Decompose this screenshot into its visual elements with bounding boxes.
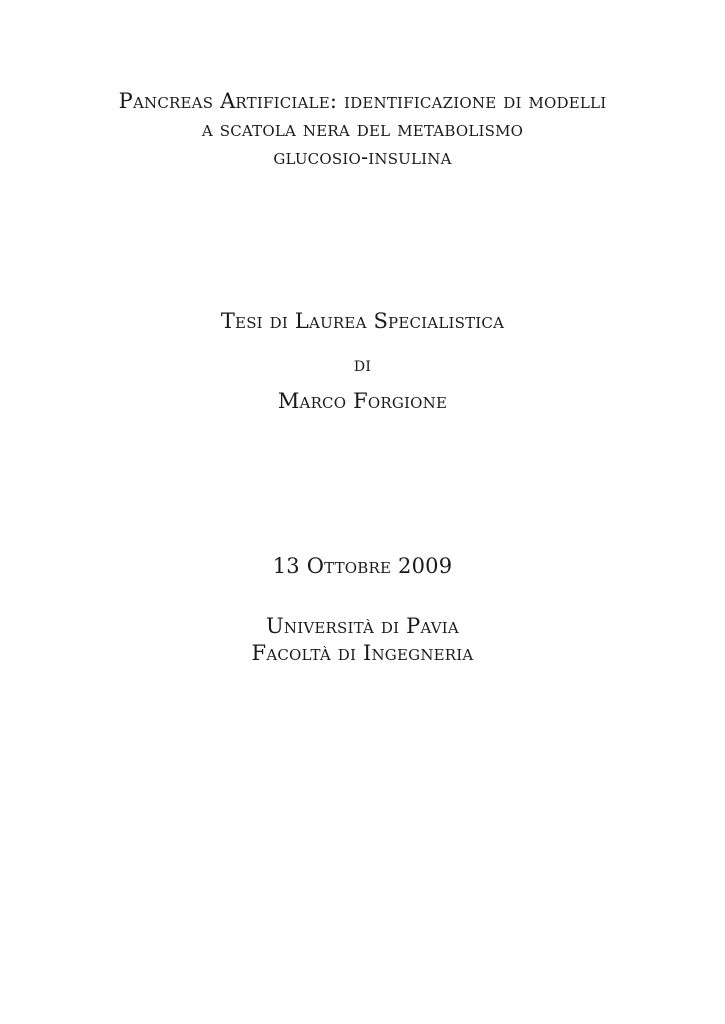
title-line-3: glucosio-insulina bbox=[273, 145, 452, 169]
university-name: Università di Pavia bbox=[266, 614, 459, 638]
by-label: di bbox=[353, 352, 372, 376]
author-name: Marco Forgione bbox=[277, 389, 448, 413]
thesis-date: 13 Ottobre 2009 bbox=[272, 554, 453, 578]
title-line-2: a scatola nera del metabolismo bbox=[201, 117, 524, 141]
thesis-type: Tesi di Laurea Specialistica bbox=[220, 309, 505, 333]
faculty-name: Facoltà di Ingegneria bbox=[251, 641, 474, 665]
title-line-1: Pancreas Artificiale: identificazione di modelli bbox=[118, 89, 607, 113]
